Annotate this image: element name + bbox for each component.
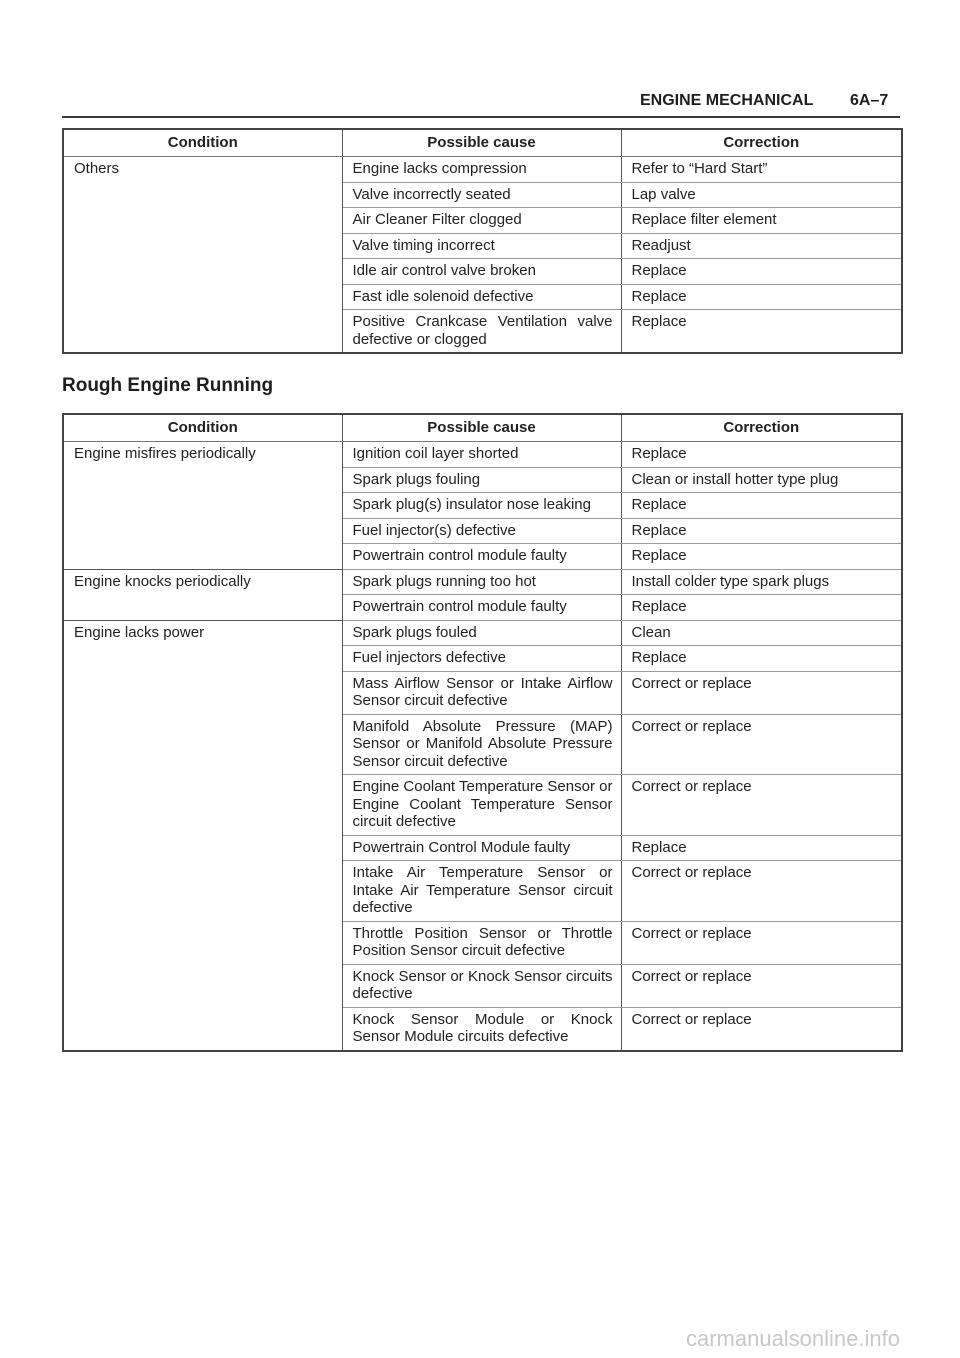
table-row xyxy=(63,620,902,646)
possible-cause-cell: Spark plugs running too hot xyxy=(342,569,621,595)
correction-cell: Clean xyxy=(621,620,902,646)
watermark: carmanualsonline.info xyxy=(685,1326,900,1351)
possible-cause-cell: Throttle Position Sensor or Throttle Position Sensor circuit defective xyxy=(342,921,621,964)
condition-cell: Engine misfires periodically xyxy=(63,442,342,570)
header-correction: Correction xyxy=(621,129,902,157)
possible-cause-cell: Idle air control valve broken xyxy=(342,259,621,285)
table-header-row xyxy=(63,414,902,442)
header-condition: Condition xyxy=(63,129,342,157)
possible-cause-cell: Air Cleaner Filter clogged xyxy=(342,208,621,234)
correction-cell: Refer to “Hard Start” xyxy=(621,157,902,183)
correction-cell: Readjust xyxy=(621,233,902,259)
page-header xyxy=(640,92,889,110)
correction-cell: Replace xyxy=(621,259,902,285)
possible-cause-cell: Positive Crankcase Ventilation valve defective or clogged xyxy=(342,310,621,354)
correction-cell: Clean or install hotter type plug xyxy=(621,467,902,493)
header-rule xyxy=(62,116,900,118)
possible-cause-cell: Engine lacks compression xyxy=(342,157,621,183)
correction-cell: Replace xyxy=(621,284,902,310)
header-condition: Condition xyxy=(63,414,342,442)
possible-cause-cell: Intake Air Temperature Sensor or Intake Air Temperature Sensor circuit defective xyxy=(342,861,621,922)
correction-cell: Replace xyxy=(621,544,902,570)
correction-cell: Replace filter element xyxy=(621,208,902,234)
correction-cell: Correct or replace xyxy=(621,714,902,775)
condition-cell: Others xyxy=(63,157,342,354)
header-possible-cause: Possible cause xyxy=(342,129,621,157)
correction-cell: Lap valve xyxy=(621,182,902,208)
table-header-row xyxy=(63,129,902,157)
correction-cell: Correct or replace xyxy=(621,1007,902,1051)
table-row xyxy=(63,442,902,468)
possible-cause-cell: Knock Sensor or Knock Sensor circuits defective xyxy=(342,964,621,1007)
possible-cause-cell: Powertrain Control Module faulty xyxy=(342,835,621,861)
possible-cause-cell: Spark plugs fouling xyxy=(342,467,621,493)
header-correction: Correction xyxy=(621,414,902,442)
possible-cause-cell: Engine Coolant Temperature Sensor or Engine Coolant Temperature Sensor circuit defective xyxy=(342,775,621,836)
possible-cause-cell: Spark plug(s) insulator nose leaking xyxy=(342,493,621,519)
correction-cell: Correct or replace xyxy=(621,861,902,922)
correction-cell: Replace xyxy=(621,493,902,519)
possible-cause-cell: Knock Sensor Module or Knock Sensor Module circuits defective xyxy=(342,1007,621,1051)
correction-cell: Replace xyxy=(621,646,902,672)
possible-cause-cell: Valve incorrectly seated xyxy=(342,182,621,208)
correction-cell: Replace xyxy=(621,835,902,861)
possible-cause-cell: Ignition coil layer shorted xyxy=(342,442,621,468)
possible-cause-cell: Manifold Absolute Pressure (MAP) Sensor or Manifold Absolute Pressure Sensor circuit defective xyxy=(342,714,621,775)
table-row xyxy=(63,157,902,183)
correction-cell: Correct or replace xyxy=(621,921,902,964)
correction-cell: Replace xyxy=(621,518,902,544)
possible-cause-cell: Valve timing incorrect xyxy=(342,233,621,259)
possible-cause-cell: Powertrain control module faulty xyxy=(342,544,621,570)
table-row xyxy=(63,569,902,595)
correction-cell: Correct or replace xyxy=(621,964,902,1007)
possible-cause-cell: Fast idle solenoid defective xyxy=(342,284,621,310)
header-possible-cause: Possible cause xyxy=(342,414,621,442)
condition-cell: Engine knocks periodically xyxy=(63,569,342,620)
correction-cell: Replace xyxy=(621,442,902,468)
correction-cell: Replace xyxy=(621,595,902,621)
correction-cell: Install colder type spark plugs xyxy=(621,569,902,595)
correction-cell: Replace xyxy=(621,310,902,354)
possible-cause-cell: Powertrain control module faulty xyxy=(342,595,621,621)
possible-cause-cell: Fuel injectors defective xyxy=(342,646,621,672)
section-name: ENGINE MECHANICAL xyxy=(640,92,814,109)
correction-cell: Correct or replace xyxy=(621,671,902,714)
page-number: 6A–7 xyxy=(850,92,889,109)
section-title: Rough Engine Running xyxy=(62,375,274,396)
rough-running-diagnosis-table xyxy=(62,413,903,1052)
others-diagnosis-table xyxy=(62,128,903,354)
possible-cause-cell: Spark plugs fouled xyxy=(342,620,621,646)
possible-cause-cell: Mass Airflow Sensor or Intake Airflow Sensor circuit defective xyxy=(342,671,621,714)
condition-cell: Engine lacks power xyxy=(63,620,342,1051)
possible-cause-cell: Fuel injector(s) defective xyxy=(342,518,621,544)
correction-cell: Correct or replace xyxy=(621,775,902,836)
